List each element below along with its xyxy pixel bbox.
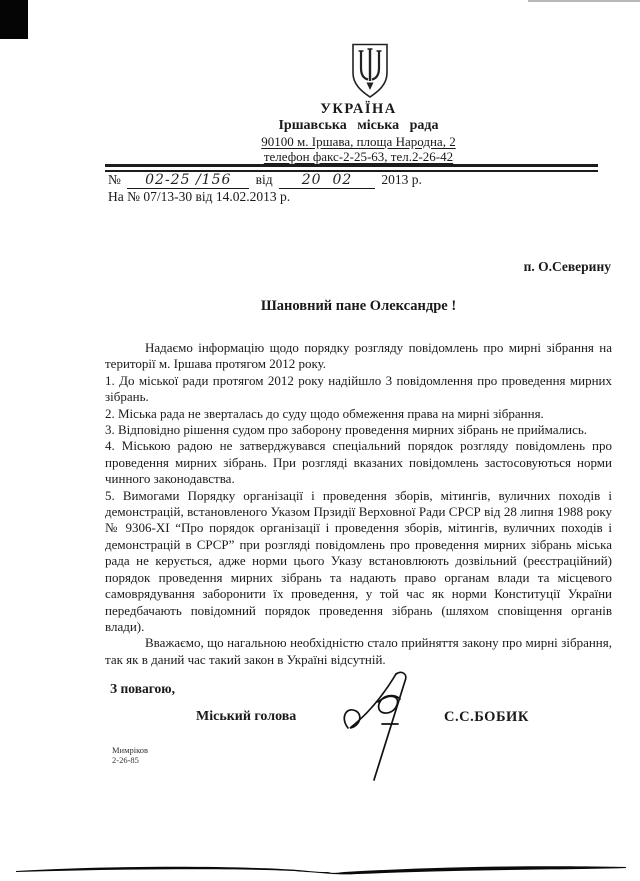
body-paragraph-conclusion: Вважаємо, що нагальною необхідністю стало прийняття закону про мирні зібрання, так як в даний час такий закон в Україні відсутній. xyxy=(105,635,612,667)
body-paragraph-item5: 5. Вимогами Порядку організації і проведення зборів, мітингів, вуличних походів і демонстрацій, встановленого Указом Прзидії Верховної Ради СРСР від 28 липня 1988 року № 9306-ХІ “Про порядок організації і проведення зборів, мітингів, вуличних походів і демонстрацій в СРСР” при розгляді повідомлень про проведення мирних зібрань міська рада не керується, адже норми цього Указу встановлюють дозвільний (реєстраційний) порядок проведення мирних зібрань та надають право органам влади та місцевого самоврядування заборонити їх проведення, у той час як норми Конституції України передбачають повідомний порядок проведення зібрань (шляхом сповіщення органів влади). xyxy=(105,487,612,634)
closing-regards: З повагою, xyxy=(110,681,175,696)
body-paragraph-item4: 4. Міською радою не затверджувався спеціальний порядок розгляду повідомлень про проведення мирних зібрань. При розгляді вказаних повідомлень застосовуються норми чинного законодавства. xyxy=(105,438,612,487)
ref-no-label: № xyxy=(108,172,121,187)
ref-date-handwritten: 20 02 xyxy=(279,172,375,189)
executor-phone: 2-26-85 xyxy=(112,755,139,765)
ref-number-line xyxy=(108,172,422,189)
scan-artifact-corner-block xyxy=(0,0,28,39)
header-country: УКРАЇНА xyxy=(320,101,397,117)
ref-reply-line: На № 07/13-30 від 14.02.2013 р. xyxy=(108,189,291,204)
header-organization: Іршавська міська рада xyxy=(278,118,439,133)
ref-no-handwritten: 02-25 /156 xyxy=(127,172,249,189)
executor-name: Мимріков xyxy=(112,745,149,755)
signature-autograph xyxy=(332,666,436,784)
ukraine-trident-emblem-icon xyxy=(341,43,399,99)
ref-year-label: 2013 р. xyxy=(381,172,422,187)
letter-body xyxy=(105,340,612,668)
body-paragraph-item2: 2. Міська рада не зверталась до суду щодо обмеження права на мирні зібрання. xyxy=(105,405,544,421)
body-paragraph-item1: 1. До міської ради протягом 2012 року надійшло 3 повідомлення про проведення мирних зібрань. xyxy=(105,372,612,405)
letterhead-divider-rule xyxy=(105,164,598,172)
scan-artifact-bottom-line xyxy=(10,862,634,878)
executor-note xyxy=(112,745,148,765)
signer-name: С.С.БОБИК xyxy=(444,709,529,725)
addressee: п. О.Северину xyxy=(523,259,611,274)
scan-artifact-top-line xyxy=(528,0,640,2)
header-phone: телефон факс-2-25-63, тел.2-26-42 xyxy=(263,149,454,164)
ref-vid-label: від xyxy=(255,172,273,187)
salutation: Шановний пане Олександре ! xyxy=(260,298,457,314)
body-paragraph-item3: 3. Відповідно рішення судом про заборону проведення мирних зібрань не приймались. xyxy=(105,422,588,438)
header-address: 90100 м. Іршава, площа Народна, 2 xyxy=(261,134,456,149)
body-paragraph-intro: Надаємо інформацію щодо порядку розгляду повідомлень про мирні зібрання на території м. Іршава протягом 2012 року. xyxy=(105,340,612,372)
signer-title: Міський голова xyxy=(196,709,297,724)
